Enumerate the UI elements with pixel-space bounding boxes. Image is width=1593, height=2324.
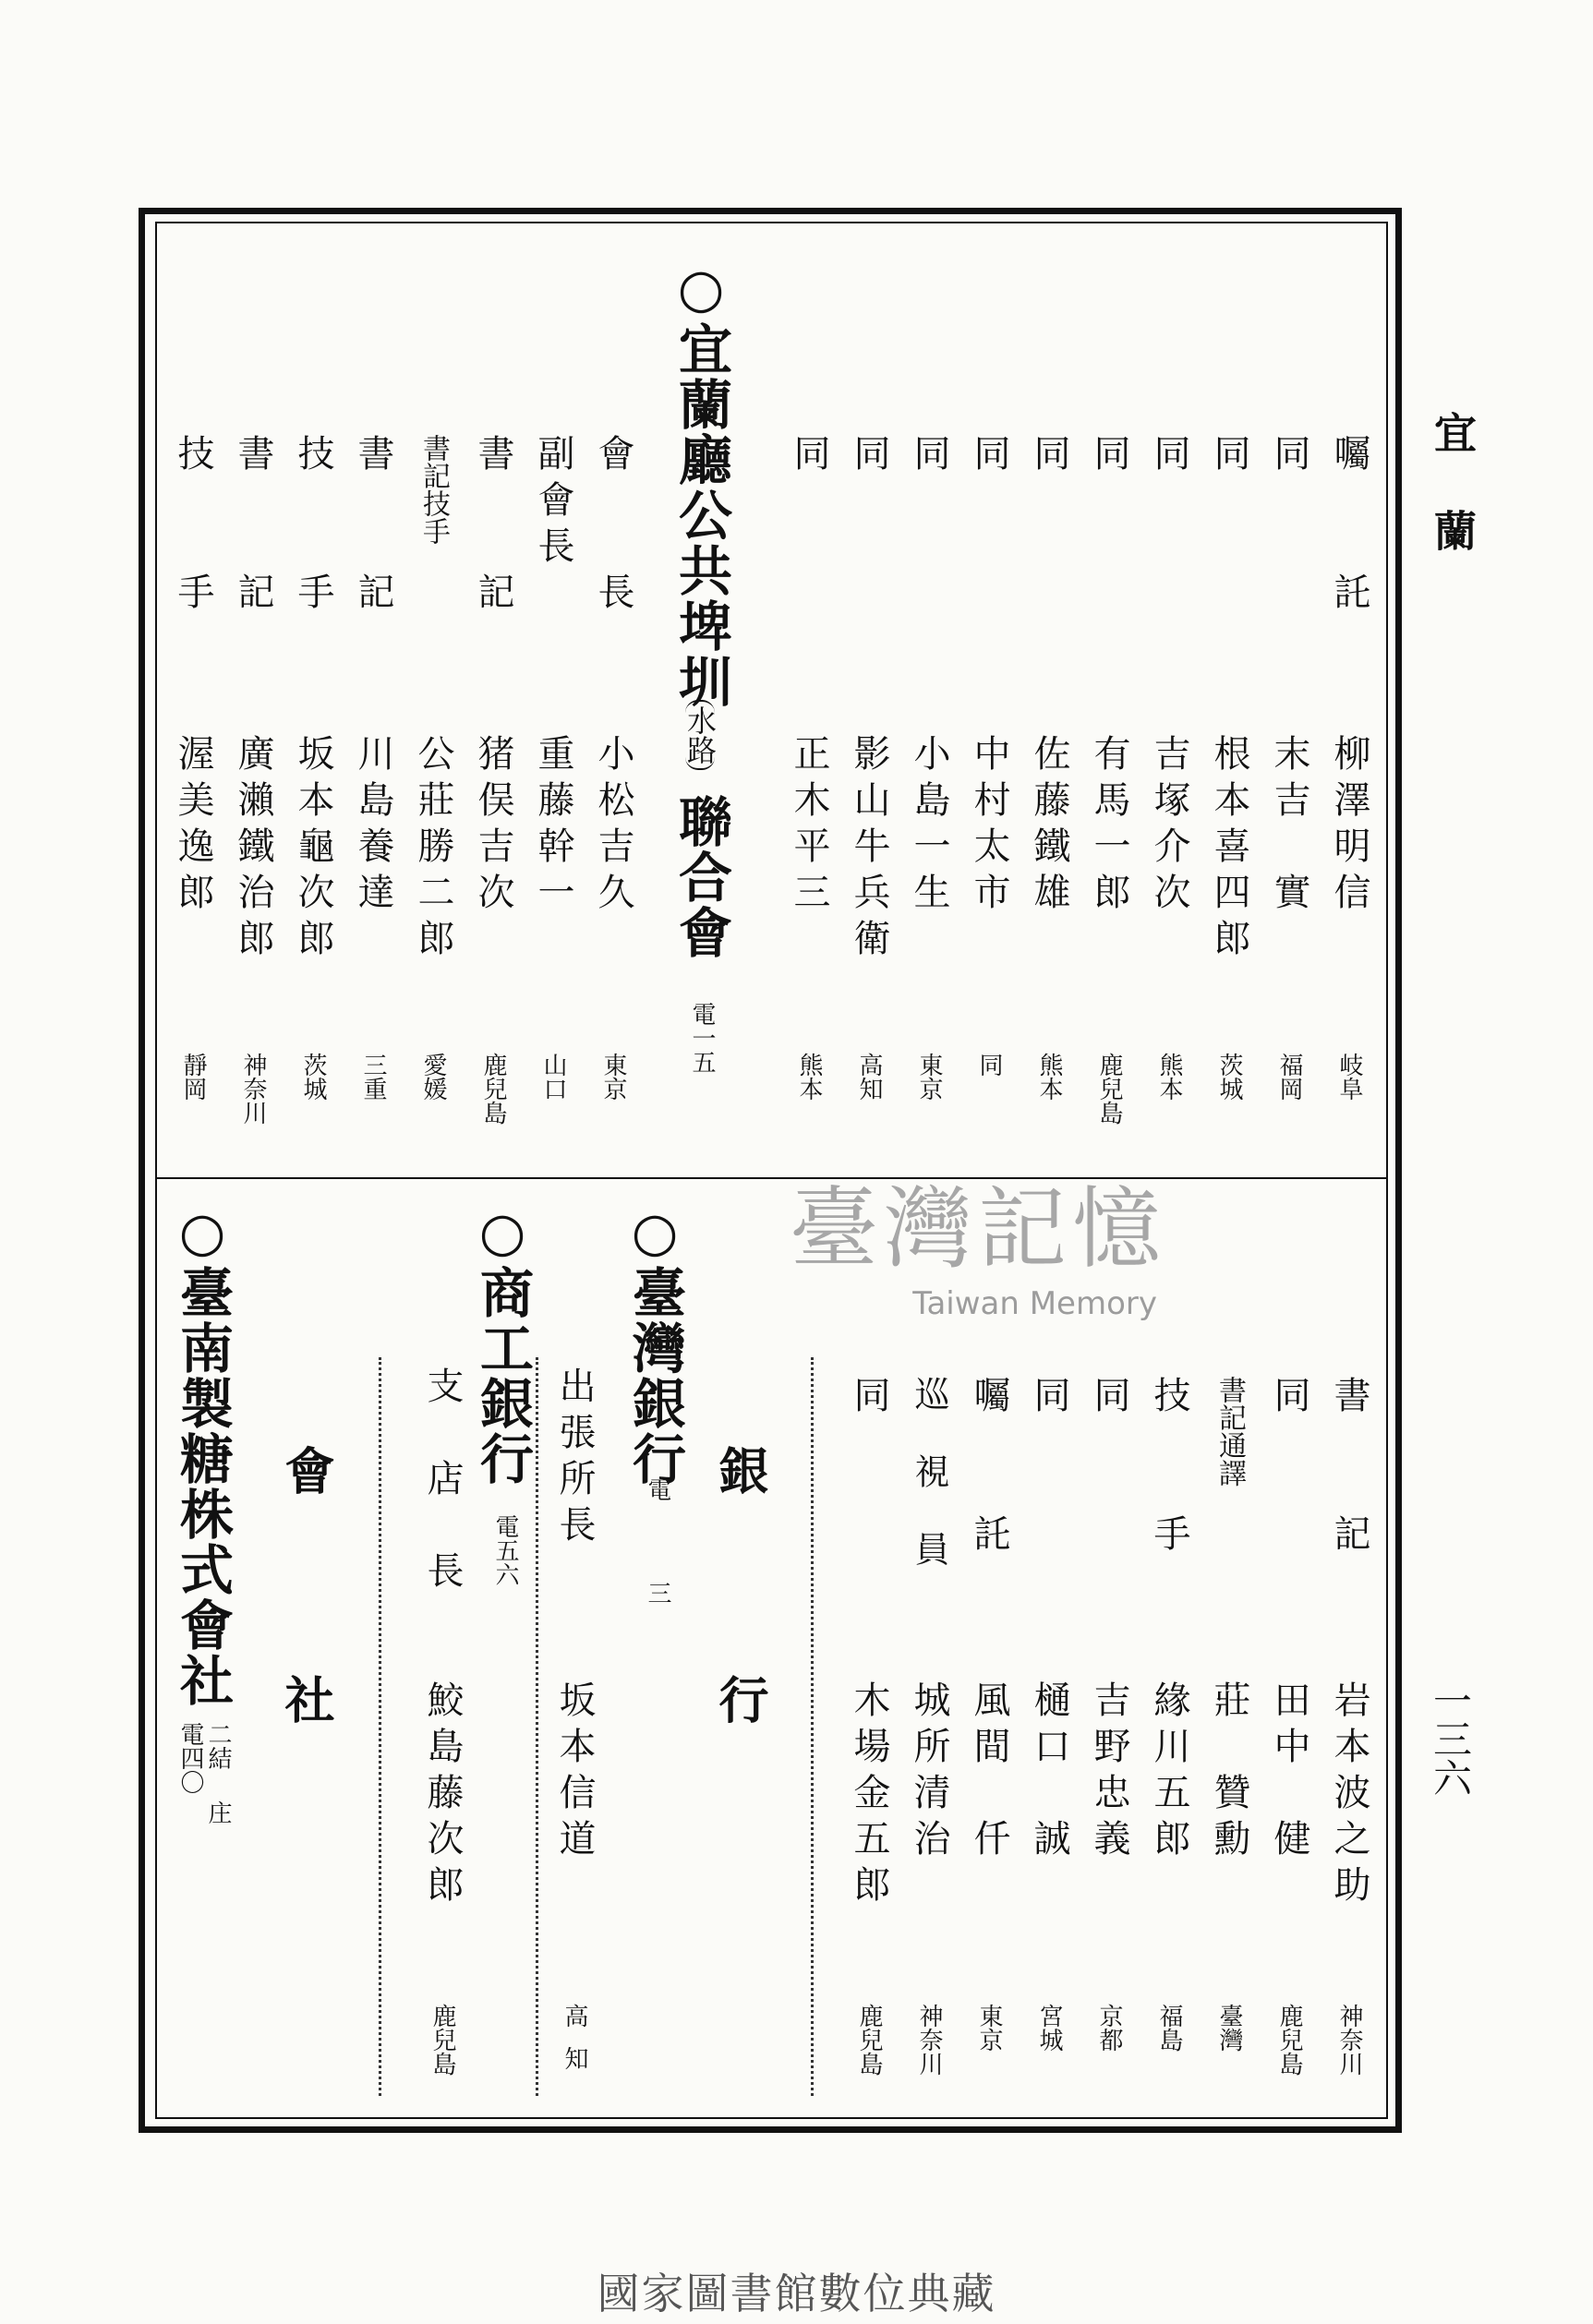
- running-title: 宜蘭: [1428, 411, 1478, 607]
- shoko-bank-tel: 電五六: [491, 1514, 519, 1586]
- banks-section-title: 銀 行: [711, 1445, 770, 1788]
- list-item: 同 根本喜四郎 茨城: [1208, 434, 1250, 1101]
- list-item: 同 末吉 實 福岡: [1268, 434, 1310, 1101]
- list-item: 巡 視 員 城所清治 神奈川: [908, 1376, 950, 2076]
- list-item: 技 手 坂本龜次郎 茨城: [292, 434, 334, 1101]
- suirokai-title: ○宜蘭廳公共埤圳: [670, 257, 732, 709]
- dotted-separator: [379, 1357, 381, 2096]
- list-item: 同 正木平三 熊本: [788, 434, 830, 1101]
- list-item: 同 吉塚介次 熊本: [1148, 434, 1190, 1101]
- list-item: 同 影山牛兵衛 高知: [848, 434, 890, 1101]
- list-item: 同 樋口 誠 宮城: [1028, 1376, 1070, 2052]
- list-item: 囑 託 柳澤明信 岐阜: [1328, 434, 1370, 1101]
- tainan-sugar-tel: 電四〇: [176, 1722, 204, 1794]
- tainan-sugar-tel-line-top2: 庄: [204, 1800, 232, 1824]
- list-item: 會 長 小松吉久 東京: [592, 434, 634, 1101]
- taiwan-bank-title: ○臺灣銀行: [623, 1200, 686, 1487]
- list-item: 書記通譯 莊 贊勳 臺灣: [1208, 1376, 1250, 2052]
- list-item: 書 記 廣瀨鐵治郎 神奈川: [232, 434, 274, 1125]
- page-inner-border: [155, 222, 1388, 2119]
- taiwan-bank-tel: 電 三: [644, 1477, 671, 1632]
- list-item: 囑 託 風間 仟 東京: [968, 1376, 1010, 2052]
- list-item: 同 有馬一郎 鹿兒島: [1088, 434, 1130, 1125]
- dotted-separator: [811, 1357, 814, 2096]
- list-item: 書 記 川島養達 三重: [352, 434, 394, 1101]
- watermark: [790, 1159, 1166, 1322]
- list-item: 同 中村太市 同: [968, 434, 1010, 1077]
- suirokai-title-end: 聯合會: [670, 794, 732, 960]
- companies-section-title: 會 社: [277, 1445, 336, 1788]
- list-item: 書記技手 公莊勝二郎 愛媛: [412, 434, 454, 1101]
- list-item: 同 佐藤鐵雄 熊本: [1028, 434, 1070, 1101]
- tainan-sugar-tel-line-top: 二結: [204, 1722, 232, 1770]
- list-item: 同 吉野忠義 京都: [1088, 1376, 1130, 2052]
- list-item: 支 店 長 鮫島藤次郎 鹿兒島: [421, 1367, 464, 2076]
- list-item: 書 記 岩本波之助 神奈川: [1328, 1376, 1370, 2076]
- list-item: 副會長 重藤幹一 山口: [532, 434, 574, 1101]
- list-item: 技 手 渥美逸郎 靜岡: [172, 434, 214, 1101]
- footer-credit: 國家圖書館數位典藏: [597, 2269, 996, 2318]
- list-item: 同 田中 健 鹿兒島: [1268, 1376, 1310, 2076]
- suirokai-tel: 電一五: [688, 1002, 716, 1074]
- shoko-bank-title: ○商工銀行: [471, 1200, 534, 1487]
- watermark-cn: 臺灣記憶: [790, 1177, 1166, 1281]
- list-item: 同 木場金五郎 鹿兒島: [848, 1376, 890, 2076]
- horizontal-divider: [155, 1177, 1388, 1179]
- list-item: 技 手 緣川五郎 福島: [1148, 1376, 1190, 2052]
- suirokai-paren: 水路: [685, 700, 715, 770]
- tainan-sugar-title: ○臺南製糖株式會社: [171, 1200, 234, 1708]
- list-item: 書 記 猪俣吉次 鹿兒島: [472, 434, 514, 1125]
- list-item: 出張所長 坂本信道 高知: [553, 1367, 596, 2089]
- list-item: 同 小島一生 東京: [908, 434, 950, 1101]
- page-number: 一三六: [1428, 1680, 1473, 1797]
- watermark-en: Taiwan Memory: [912, 1285, 1157, 1322]
- dotted-separator: [536, 1357, 538, 2096]
